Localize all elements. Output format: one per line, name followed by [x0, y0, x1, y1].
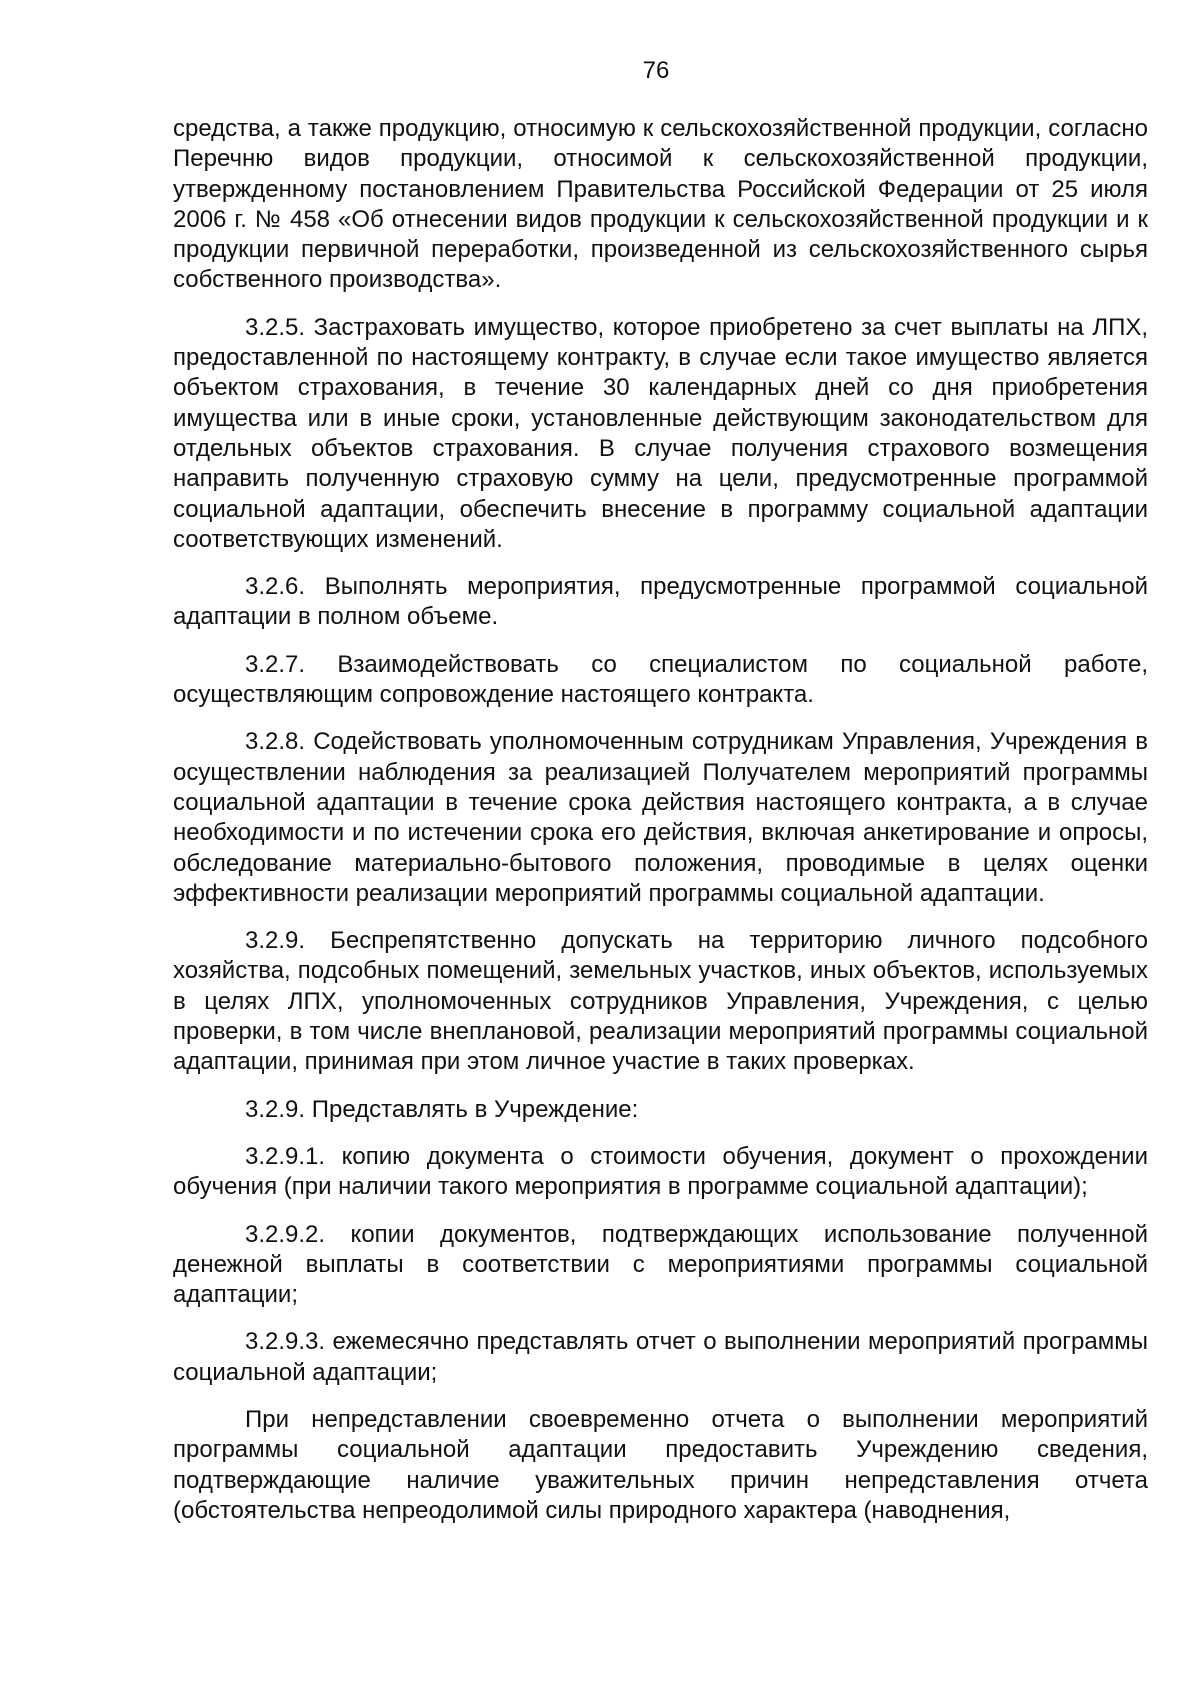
paragraph-3-2-5: 3.2.5. Застраховать имущество, которое приобретено за счет выплаты на ЛПХ, предоставленной по настоящему контракту, в случае если такое имущество является объектом страхования, в течение 30 календарных дней со дня приобретения имущества или в иные сроки, установленные действующим законодательством для отдельных объектов страхования. В случае получения страхового возмещения направить полученную страховую сумму на цели, предусмотренные программой социальной адаптации, обеспечить внесение в программу социальной адаптации соответствующих изменений.: [173, 313, 1148, 553]
paragraph-3-2-6: 3.2.6. Выполнять мероприятия, предусмотренные программой социальной адаптации в полном объеме.: [173, 573, 1148, 631]
paragraph-3-2-8: 3.2.8. Содействовать уполномоченным сотрудникам Управления, Учреждения в осуществлении наблюдения за реализацией Получателем мероприятий программы социальной адаптации в течение срока действия настоящего контракта, а в случае необходимости и по истечении срока его действия, включая анкетирование и опросы, обследование материально-бытового положения, проводимые в целях оценки эффективности реализации мероприятий программы социальной адаптации.: [173, 728, 1148, 907]
paragraph-continuation: средства, а также продукцию, относимую к сельскохозяйственной продукции, согласно Перечню видов продукции, относимой к сельскохозяйственной продукции, утвержденному постановлением Правительства Российской Федерации от 25 июля 2006 г. № 458 «Об отнесении видов продукции к сельскохозяйственной продукции и к продукции первичной переработки, произведенной из сельскохозяйственного сырья собственного производства».: [173, 115, 1148, 294]
paragraph-3-2-9-access: 3.2.9. Беспрепятственно допускать на территорию личного подсобного хозяйства, подсобных помещений, земельных участков, иных объектов, используемых в целях ЛПХ, уполномоченных сотрудников Управления, Учреждения, с целью проверки, в том числе внеплановой, реализации мероприятий программы социальной адаптации, принимая при этом личное участие в таких проверках.: [173, 927, 1148, 1076]
document-body: [173, 114, 1148, 1543]
page-number: 76: [642, 57, 670, 84]
paragraph-3-2-9-submit: 3.2.9. Представлять в Учреждение:: [245, 1095, 639, 1123]
paragraph-3-2-7: 3.2.7. Взаимодействовать со специалистом по социальной работе, осуществляющим сопровождение настоящего контракта.: [173, 650, 1148, 709]
paragraph-report-absence: При непредставлении своевременно отчета о выполнении мероприятий программы социальной адаптации предоставить Учреждению сведения, подтверждающие наличие уважительных причин непредставления отчета (обстоятельства непреодолимой силы природного характера (наводнения,: [173, 1405, 1148, 1524]
paragraph-3-2-9-3: 3.2.9.3. ежемесячно представлять отчет о выполнении мероприятий программы социальной адаптации;: [173, 1328, 1148, 1386]
paragraph-3-2-9-2: 3.2.9.2. копии документов, подтверждающих использование полученной денежной выплаты в соответствии с мероприятиями программы социальной адаптации;: [173, 1220, 1148, 1309]
paragraph-3-2-9-1: 3.2.9.1. копию документа о стоимости обучения, документ о прохождении обучения (при наличии такого мероприятия в программе социальной адаптации);: [173, 1142, 1148, 1201]
